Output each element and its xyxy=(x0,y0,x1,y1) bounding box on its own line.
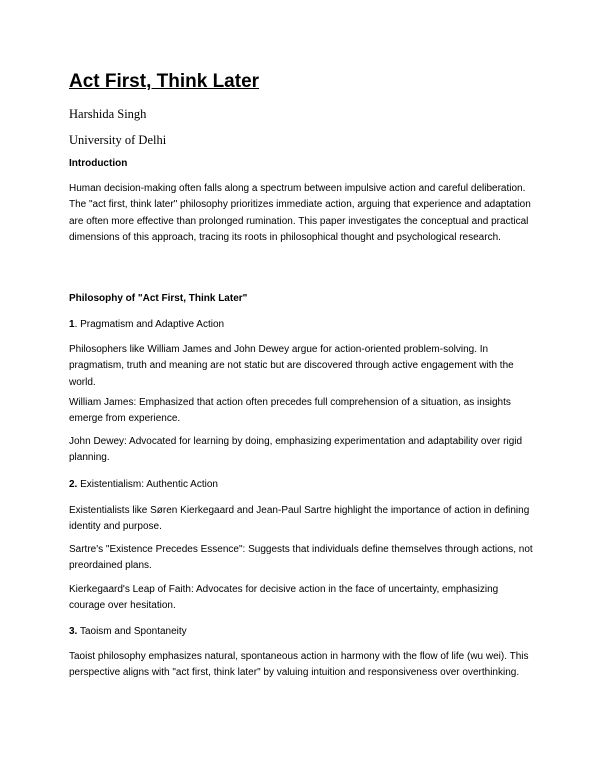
section-paragraph: Philosophers like William James and John Dewey argue for action-oriented problem-solving. In pragmatism, truth and meaning are not static but are discovered through active engagement with the world. xyxy=(69,344,514,388)
philosophy-heading: Philosophy of "Act First, Think Later" xyxy=(69,293,248,304)
section-paragraph: Kierkegaard's Leap of Faith: Advocates for decisive action in the face of uncertainty, emphasizing courage over hesitation. xyxy=(69,584,499,612)
section-paragraph: Taoist philosophy emphasizes natural, spontaneous action in harmony with the flow of life (wu wei). This perspective aligns with "act first, think later" by valuing intuition and responsiveness over overthinking. xyxy=(69,651,529,679)
section-number: 1 xyxy=(69,319,75,330)
section-heading-existentialism xyxy=(69,478,218,492)
section-heading-pragmatism xyxy=(69,318,224,332)
section-paragraph: William James: Emphasized that action often precedes full comprehension of a situation, as insights emerge from experience. xyxy=(69,397,511,425)
section-heading-taoism xyxy=(69,625,187,639)
author-name: Harshida Singh xyxy=(69,107,147,121)
introduction-paragraph: Human decision-making often falls along a spectrum between impulsive action and careful deliberation. The "act first, think later" philosophy prioritizes immediate action, arguing that experience and adaptation are often more effective than prolonged rumination. This paper investigates the conceptual and practical dimensions of this approach, tracing its roots in philosophical thought and psychological research. xyxy=(69,183,531,243)
page-title: Act First, Think Later xyxy=(69,71,260,92)
introduction-heading: Introduction xyxy=(69,158,128,169)
section-title: . Pragmatism and Adaptive Action xyxy=(74,319,225,330)
section-title: Existentialism: Authentic Action xyxy=(77,479,218,490)
section-paragraph: John Dewey: Advocated for learning by doing, emphasizing experimentation and adaptability over rigid planning. xyxy=(69,436,523,464)
section-number: 3. xyxy=(69,626,78,637)
section-number: 2. xyxy=(69,479,78,490)
section-paragraph: Sartre's "Existence Precedes Essence": Suggests that individuals define themselves through actions, not preordained plans. xyxy=(69,544,533,572)
author-affiliation: University of Delhi xyxy=(69,133,167,147)
section-paragraph: Existentialists like Søren Kierkegaard and Jean-Paul Sartre highlight the importance of action in defining identity and purpose. xyxy=(69,505,530,533)
section-title: Taoism and Spontaneity xyxy=(77,626,187,637)
